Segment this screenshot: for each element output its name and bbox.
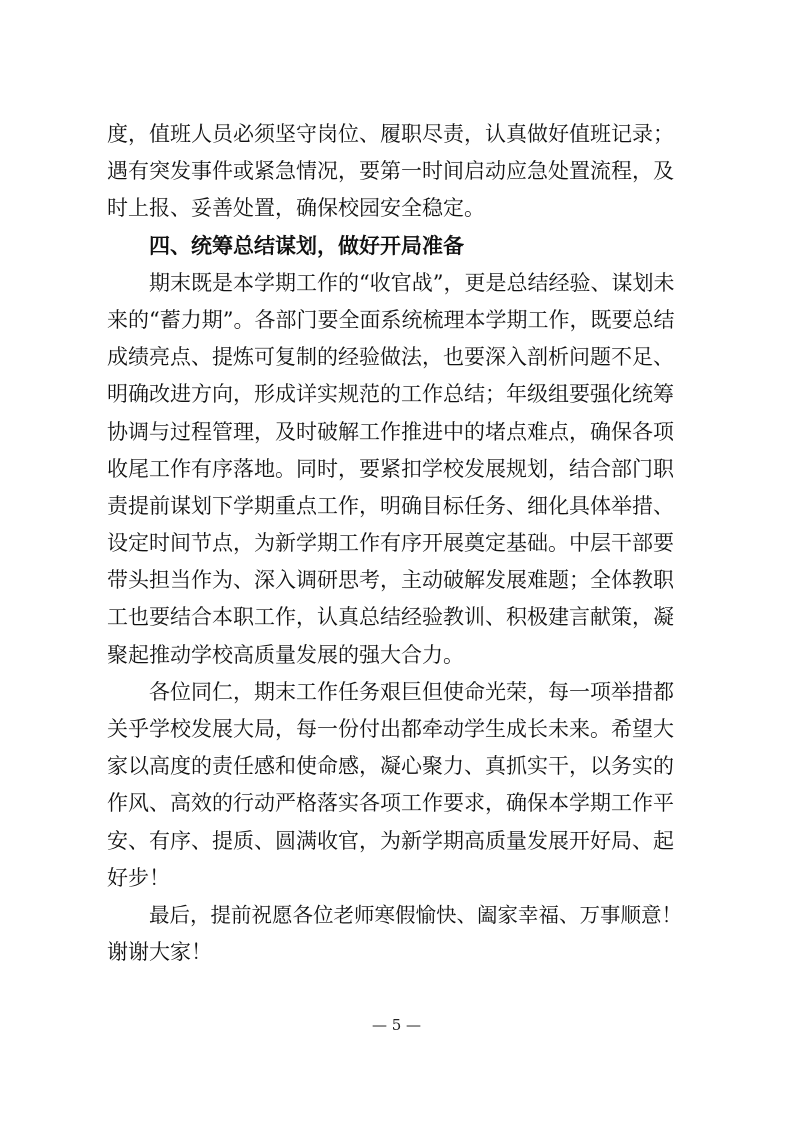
document-body [107, 116, 692, 971]
paragraph-line: 带头担当作为、深入调研思考，主动破解发展难题；全体教职 [107, 568, 674, 593]
paragraph-line: 设定时间节点，为新学期工作有序开展奠定基础。中层干部要 [107, 531, 674, 556]
paragraph-line: 明确改进方向，形成详实规范的工作总结；年级组要强化统筹 [107, 382, 674, 407]
paragraph-line: 成绩亮点、提炼可复制的经验做法，也要深入剖析问题不足、 [107, 345, 674, 370]
paragraph-line: 协调与过程管理，及时破解工作推进中的堵点难点，确保各项 [107, 419, 674, 444]
paragraph-line: 家以高度的责任感和使命感，凝心聚力、真抓实干，以务实的 [107, 754, 674, 779]
paragraph-line: 时上报、妥善处置，确保校园安全稳定。 [107, 196, 485, 221]
paragraph-line: 遇有突发事件或紧急情况，要第一时间启动应急处置流程，及 [107, 159, 674, 184]
paragraph-line: 各位同仁，期末工作任务艰巨但使命光荣，每一项举措都 [149, 679, 674, 704]
paragraph-line: 作风、高效的行动严格落实各项工作要求，确保本学期工作平 [107, 791, 674, 816]
page-number: — 5 — [371, 1016, 422, 1034]
paragraph-line: 期末既是本学期工作的“收官战”，更是总结经验、谋划未 [149, 270, 675, 295]
section-heading: 四、统筹总结谋划，做好开局准备 [149, 233, 464, 258]
paragraph-line: 责提前谋划下学期重点工作，明确目标任务、细化具体举措、 [107, 493, 674, 518]
paragraph-line: 度，值班人员必须坚守岗位、履职尽责，认真做好值班记录； [107, 122, 674, 146]
paragraph-line: 工也要结合本职工作，认真总结经验教训、积极建言献策，凝 [107, 605, 674, 630]
paragraph-line: 好步！ [107, 865, 170, 890]
paragraph-line: 最后，提前祝愿各位老师寒假愉快、阖家幸福、万事顺意！ [149, 902, 682, 927]
paragraph-line: 关乎学校发展大局，每一份付出都牵动学生成长未来。希望大 [107, 717, 674, 741]
paragraph-line: 来的“蓄力期”。各部门要全面系统梳理本学期工作，既要总结 [107, 307, 675, 332]
paragraph-line: 安、有序、提质、圆满收官，为新学期高质量发展开好局、起 [107, 828, 674, 853]
paragraph-line: 谢谢大家！ [107, 940, 212, 965]
paragraph-line: 收尾工作有序落地。同时，要紧扣学校发展规划，结合部门职 [107, 456, 674, 481]
paragraph-line: 聚起推动学校高质量发展的强大合力。 [107, 642, 464, 667]
